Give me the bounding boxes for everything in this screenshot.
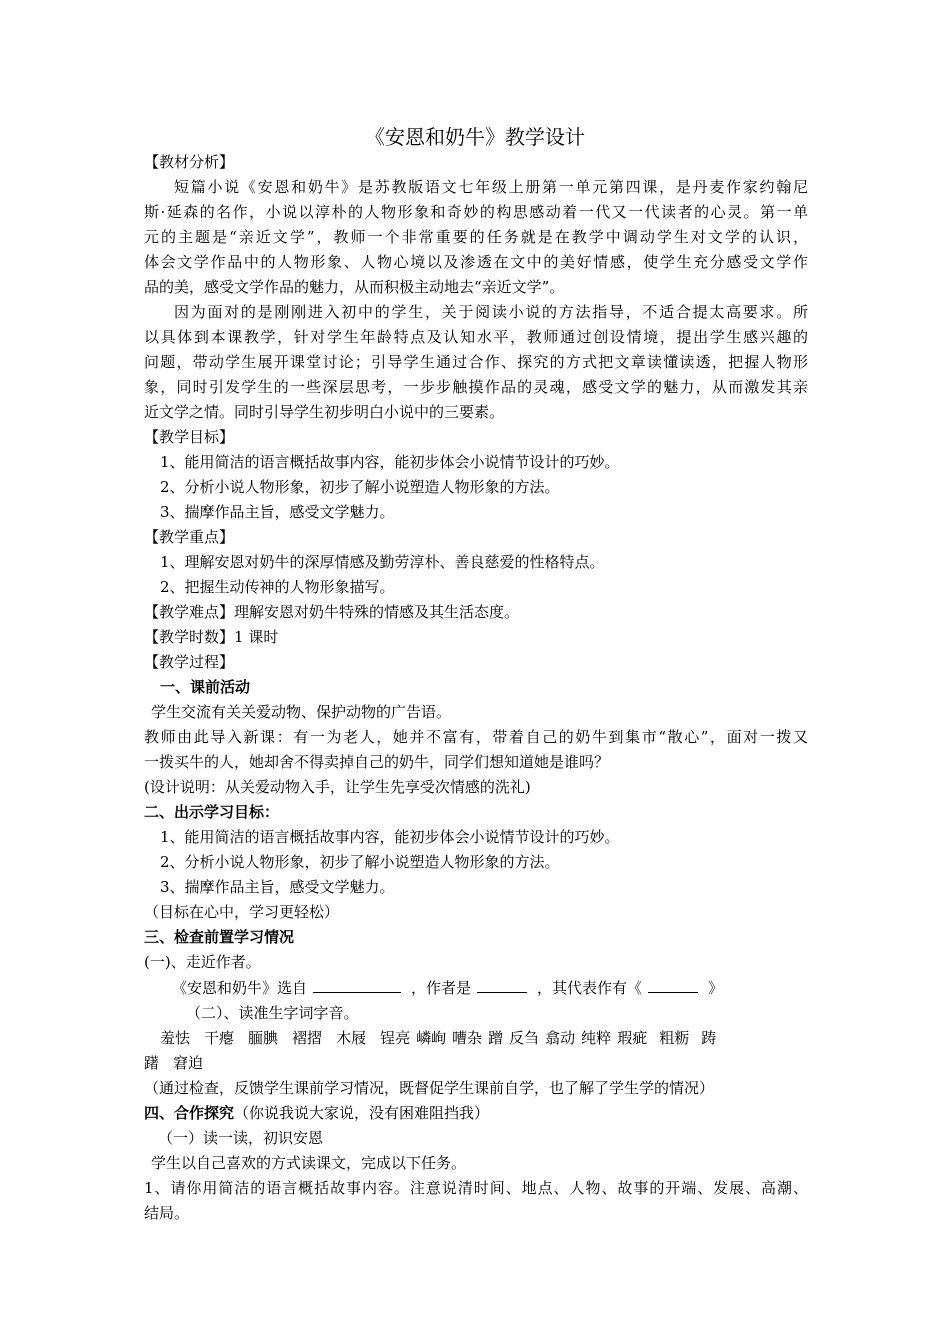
goal-item: 3、揣摩作品主旨，感受文学魅力。 [160, 878, 395, 896]
fill-blank-works[interactable] [648, 975, 698, 993]
sub-heading: (一)、走近作者。 [144, 953, 261, 971]
key-point-item: 2、把握生动传神的人物形象描写。 [160, 578, 395, 596]
design-note: (设计说明：从关爱动物入手，让学生先享受次情感的洗礼) [144, 778, 531, 796]
vocab-word: 嘈杂 [452, 1029, 483, 1047]
vocab-line [144, 1051, 808, 1076]
fill-text: ，其代表作有《 [537, 979, 643, 997]
vocab-word: 羞怯 [160, 1029, 191, 1047]
paragraph-line: 元的主题是“亲近文学”，教师一个非常重要的任务就是在教学中调动学生对文学的认识， [144, 228, 808, 246]
goal-item: 2、分析小说人物形象，初步了解小说塑造人物形象的方法。 [160, 853, 560, 871]
vocab-word: 瑕疵 [617, 1029, 648, 1047]
paragraph-line: 因为面对的是刚刚进入初中的学生，关于阅读小说的方法指导，不适合提太高要求。所 [174, 303, 808, 321]
goal-item: 1、能用简洁的语言概括故事内容，能初步体会小说情节设计的巧妙。 [160, 453, 620, 471]
vocab-word: 褶摺 [292, 1029, 323, 1047]
task-line: 结局。 [144, 1204, 190, 1222]
hours-line [144, 625, 808, 650]
paragraph-line: 问题，带动学生展开课堂讨论；引导学生通过合作、探究的方式把文章读懂读透，把握人物形 [144, 353, 808, 371]
paragraph-line: 品的美，感受文学作品的魅力，从而积极主动地去“亲近文学”。 [144, 278, 565, 296]
difficulty-line [144, 600, 808, 625]
section-heading-goals: 【教学目标】 [144, 428, 235, 446]
vocab-word: 嶙峋 [416, 1029, 447, 1047]
difficulty-text: 理解安恩对奶牛特殊的情感及其生活态度。 [234, 603, 520, 621]
task-line: 1、请你用简洁的语言概括故事内容。注意说清时间、地点、人物、故事的开端、发展、高潮、 [144, 1179, 808, 1197]
vocab-line [144, 1026, 808, 1051]
design-note: （目标在心中，学习更轻松） [144, 903, 340, 921]
paragraph-line: 短篇小说《安恩和奶牛》是苏教版语文七年级上册第一单元第四课，是丹麦作家约翰尼 [174, 178, 808, 196]
paragraph-line: 学生交流有关关爱动物、保护动物的广告语。 [151, 703, 452, 721]
fill-text: ，作者是 [411, 979, 472, 997]
vocab-word: 粗粝 [659, 1029, 690, 1047]
vocab-word: 反刍 [509, 1029, 540, 1047]
vocab-word: 踌 [701, 1029, 717, 1047]
paragraph-line: 一拨买牛的人，她却舍不得卖掉自己的奶牛，同学们想知道她是谁吗？ [144, 753, 610, 771]
step-heading-4: 四、合作探究 [144, 1104, 235, 1122]
author-fill-line [144, 975, 808, 1001]
paragraph-line: 斯·延森的名作，小说以淳朴的人物形象和奇妙的构思感动着一代又一代读者的心灵。第一单 [144, 203, 808, 221]
paragraph-line: 以具体到本课教学，针对学生年龄特点及认知水平，教师通过创设情境，提出学生感兴趣的 [144, 328, 808, 346]
sub-heading: （二）、读准生字词字音。 [186, 1004, 359, 1022]
fill-text: 《安恩和奶牛》选自 [172, 979, 308, 997]
paragraph-line: 体会文学作品中的人物形象、人物心境以及渗透在文中的美好情感，使学生充分感受文学作 [144, 253, 808, 271]
goal-item: 1、能用简洁的语言概括故事内容，能初步体会小说情节设计的巧妙。 [160, 828, 620, 846]
document-title: 《安恩和奶牛》教学设计 [365, 125, 585, 149]
vocab-word: 窘迫 [173, 1054, 204, 1072]
paragraph-line: 象，同时引发学生的一些深层思考，一步步触摸作品的灵魂，感受文学的魅力，从而激发其亲 [144, 378, 808, 396]
vocab-word: 翕动 [545, 1029, 576, 1047]
paragraph-line: 学生以自己喜欢的方式读课文，完成以下任务。 [151, 1154, 467, 1172]
step-heading-3: 三、检查前置学习情况 [144, 928, 295, 946]
hours-text: 1 课时 [234, 628, 279, 646]
vocab-word: 干瘪 [204, 1029, 235, 1047]
step-heading-1: 一、课前活动 [160, 678, 251, 696]
vocab-word: 锃亮 [380, 1029, 411, 1047]
section-heading-process: 【教学过程】 [144, 653, 235, 671]
paragraph-line: 教师由此导入新课：有一为老人，她并不富有，带着自己的奶牛到集市“散心”，面对一拨又 [144, 728, 808, 746]
vocab-word: 纯粹 [581, 1029, 612, 1047]
key-point-item: 1、理解安恩对奶牛的深厚情感及勤劳淳朴、善良慈爱的性格特点。 [160, 553, 605, 571]
section-heading-hours: 【教学时数】 [144, 628, 235, 646]
design-note: （通过检查，反馈学生课前学习情况，既督促学生课前自学，也了解了学生学的情况） [144, 1079, 715, 1097]
paragraph-line: 近文学之情。同时引导学生初步明白小说中的三要素。 [144, 403, 505, 421]
section-heading-material: 【教材分析】 [144, 153, 235, 171]
section-heading-difficulty: 【教学难点】 [144, 603, 235, 621]
vocab-word: 腼腆 [248, 1029, 279, 1047]
fill-blank-author[interactable] [477, 975, 527, 993]
document-body [144, 150, 808, 1226]
vocab-word: 木屐 [336, 1029, 367, 1047]
fill-blank-source[interactable] [313, 975, 401, 993]
vocab-word: 躇 [144, 1054, 160, 1072]
vocab-word: 蹭 [488, 1029, 504, 1047]
step-heading-4-line [144, 1101, 808, 1126]
step-heading-note: （你说我说大家说，没有困难阻挡我） [234, 1104, 490, 1122]
fill-text: 》 [708, 979, 724, 997]
step-heading-2: 二、出示学习目标： [144, 803, 280, 821]
sub-heading: （一）读一读，初识安恩 [158, 1129, 324, 1147]
goal-item: 3、揣摩作品主旨，感受文学魅力。 [160, 503, 395, 521]
section-heading-key-points: 【教学重点】 [144, 528, 235, 546]
goal-item: 2、分析小说人物形象，初步了解小说塑造人物形象的方法。 [160, 478, 560, 496]
